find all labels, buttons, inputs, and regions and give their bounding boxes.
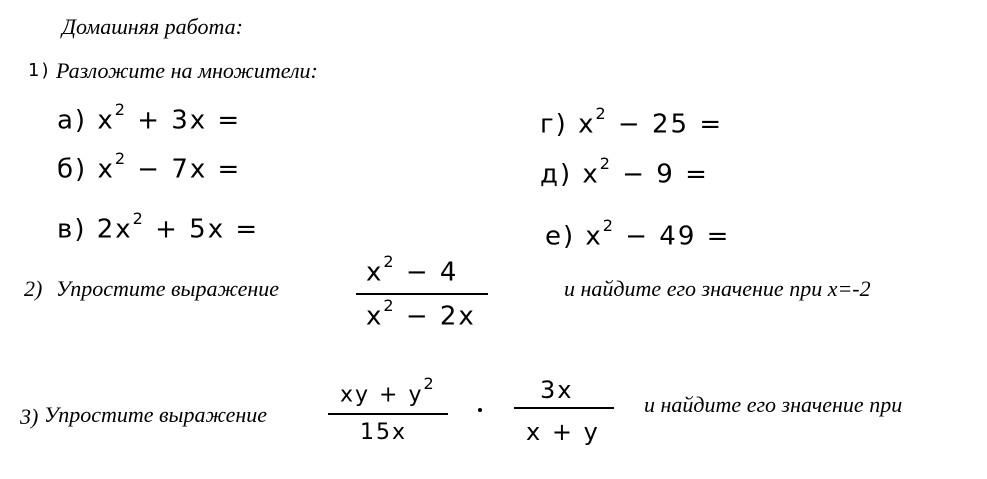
- item-base: x: [578, 109, 596, 140]
- task3-number: 3): [20, 404, 39, 429]
- task3-text: Упростите выражение: [44, 402, 268, 427]
- task2-numerator: [366, 252, 459, 288]
- task3-fraction1-denominator: 15x: [360, 420, 408, 445]
- task1-item-v: [57, 209, 260, 245]
- task3-tail: и найдите его значение при: [644, 392, 903, 417]
- item-rest: + 5x =: [155, 214, 260, 245]
- item-base: x: [97, 105, 115, 136]
- item-exp: 2: [132, 209, 145, 228]
- task3-fraction2-bar: [514, 407, 614, 409]
- item-rest: − 7x =: [137, 154, 242, 185]
- task1-item-b: [57, 149, 242, 185]
- item-rest: − 9 =: [622, 159, 709, 190]
- item-rest: + 3x =: [137, 105, 242, 136]
- task3-fraction2-denominator: x + y: [526, 418, 600, 446]
- item-exp: 2: [595, 104, 608, 123]
- item-base: x: [97, 154, 115, 185]
- num-exp: 2: [383, 252, 396, 271]
- task3-fraction2-numerator: 3x: [540, 376, 574, 404]
- task2-fraction-bar: [356, 293, 488, 295]
- num-rest: − 4: [405, 257, 459, 288]
- item-exp: 2: [114, 100, 127, 119]
- item-label: г): [540, 109, 568, 140]
- page-title: Домашняя работа:: [62, 14, 243, 39]
- item-rest: − 25 =: [617, 109, 724, 140]
- task3-fraction1-numerator: [340, 374, 436, 408]
- item-label: е): [545, 221, 576, 252]
- item-base: x: [585, 221, 603, 252]
- task1-text: Разложите на множители:: [56, 58, 318, 83]
- den-exp: 2: [383, 296, 396, 315]
- item-label: в): [57, 214, 87, 245]
- task2-tail: и найдите его значение при x=-2: [564, 276, 871, 301]
- task2-text: Упростите выражение: [56, 276, 280, 301]
- task3-fraction1-bar: [328, 413, 448, 415]
- item-exp: 2: [599, 154, 612, 173]
- task1-number: 1): [28, 60, 51, 81]
- item-rest: − 49 =: [625, 221, 731, 252]
- item-label: д): [540, 159, 573, 190]
- item-label: б): [57, 154, 88, 185]
- task1-item-d: [540, 154, 709, 190]
- f1-num-exp: 2: [423, 374, 436, 393]
- den-base: x: [366, 301, 384, 332]
- item-base: x: [582, 159, 600, 190]
- item-base: 2x: [96, 214, 133, 245]
- item-exp: 2: [602, 216, 615, 235]
- f1-num: xy + y: [340, 382, 424, 408]
- task2-denominator: [366, 296, 476, 332]
- task1-item-a: [57, 100, 242, 136]
- task1-item-g: [540, 104, 724, 140]
- item-label: а): [57, 105, 88, 136]
- num-base: x: [366, 257, 384, 288]
- multiply-dot: [478, 408, 482, 412]
- den-rest: − 2x: [405, 301, 476, 332]
- item-exp: 2: [114, 149, 128, 168]
- task2-number: 2): [24, 276, 43, 301]
- task1-item-e: [545, 216, 731, 252]
